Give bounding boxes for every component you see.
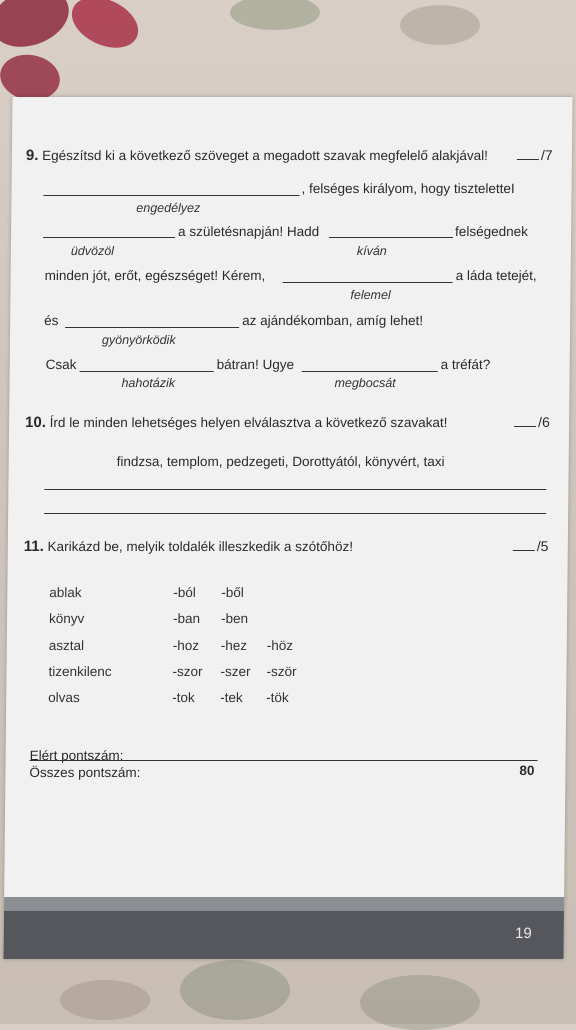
q9-hint-2a: üdvözöl xyxy=(70,244,115,258)
q11-word: tizenkilenc xyxy=(48,664,112,679)
q11-suffix[interactable]: -ben xyxy=(220,611,249,626)
q10-score xyxy=(514,414,550,430)
tablecloth-flower xyxy=(0,0,77,57)
q9-line2-end: felségednek xyxy=(455,224,528,239)
q9-hint-2b: kíván xyxy=(356,244,387,258)
q9-line2-mid: a születésnapján! Hadd xyxy=(178,224,320,239)
q9-hint-5b: megbocsát xyxy=(334,376,396,390)
tablecloth-flower xyxy=(64,0,146,58)
q9-hint-5a: hahotázik xyxy=(121,376,176,390)
earned-score-label: Elért pontszám: xyxy=(29,748,124,763)
earned-score-line[interactable] xyxy=(30,760,538,761)
q11-number: 11. xyxy=(23,538,44,555)
q9-blank-6[interactable] xyxy=(80,371,214,372)
q9-hint-1: engedélyez xyxy=(136,201,201,215)
q9-score xyxy=(517,147,553,163)
tablecloth-leaf xyxy=(60,980,150,1020)
tablecloth-leaf xyxy=(230,0,320,30)
q9-line5-mid: bátran! Ugye xyxy=(216,357,295,372)
q10-instruction: Írd le minden lehetséges helyen elválasztva a következő szavakat! xyxy=(49,415,448,430)
q11-suffix[interactable]: -ször xyxy=(266,664,297,679)
q11-suffix[interactable]: -ban xyxy=(172,611,201,626)
q11-word: ablak xyxy=(49,585,82,600)
q9-instruction: Egészítsd ki a következő szöveget a megadott szavak megfelelő alakjával! xyxy=(42,148,489,163)
q9-blank-2[interactable] xyxy=(43,237,175,238)
q9-line1-text: , felséges királyom, hogy tiszteletteI xyxy=(301,181,515,196)
q11-suffix[interactable]: -szer xyxy=(220,664,251,679)
q9-number: 9. xyxy=(25,147,39,164)
tablecloth-leaf xyxy=(400,5,480,45)
q11-suffix[interactable]: -ból xyxy=(173,585,196,600)
q10-number: 10. xyxy=(25,414,47,431)
q11-word: olvas xyxy=(48,690,80,705)
q9-line3-end: a láda tetejét, xyxy=(455,268,537,283)
q9-blank-7[interactable] xyxy=(302,371,438,372)
q10-heading xyxy=(25,414,448,431)
q11-word: asztal xyxy=(48,638,85,653)
q9-hint-3: felemel xyxy=(350,288,391,302)
total-score-label: Összes pontszám: xyxy=(29,765,141,780)
q11-suffix[interactable]: -tök xyxy=(266,690,289,705)
q11-suffix[interactable]: -hoz xyxy=(172,638,200,653)
q11-suffix[interactable]: -ből xyxy=(221,585,244,600)
tablecloth-leaf xyxy=(360,975,480,1030)
q11-word: könyv xyxy=(48,611,85,626)
q11-heading xyxy=(24,538,353,555)
q9-blank-3[interactable] xyxy=(329,237,453,238)
q9-blank-5[interactable] xyxy=(65,327,239,328)
q9-line5-start: Csak xyxy=(45,357,77,372)
footer-stripe xyxy=(4,897,564,911)
tablecloth-leaf xyxy=(180,960,290,1020)
q11-instruction: Karikázd be, melyik toldalék illeszkedik a szótőhöz! xyxy=(47,539,354,554)
q9-line5-end: a tréfát? xyxy=(440,357,491,372)
q11-suffix[interactable]: -tok xyxy=(172,690,195,705)
q10-score-value: /6 xyxy=(538,414,550,430)
q11-suffix[interactable]: -höz xyxy=(266,638,294,653)
q10-answer-line-1[interactable] xyxy=(44,489,546,490)
q9-line4-start: és xyxy=(44,313,59,328)
q10-words: findzsa, templom, pedzegeti, Dorottyától, könyvért, taxi xyxy=(116,454,445,469)
q10-answer-line-2[interactable] xyxy=(44,513,546,514)
q9-heading xyxy=(26,147,488,164)
q9-line4-end: az ajándékomban, amíg lehet! xyxy=(242,313,424,328)
q11-score-value: /5 xyxy=(536,538,549,554)
page-number: 19 xyxy=(514,925,532,942)
q11-score xyxy=(513,538,549,554)
workbook-page xyxy=(3,97,572,959)
q11-suffix[interactable]: -tek xyxy=(220,690,243,705)
q9-blank-1[interactable] xyxy=(43,195,299,196)
q9-hint-4: gyönyörködik xyxy=(101,333,176,347)
total-score-value: 80 xyxy=(519,763,535,778)
q11-suffix[interactable]: -szor xyxy=(172,664,203,679)
q9-blank-4[interactable] xyxy=(283,282,453,283)
q11-suffix[interactable]: -hez xyxy=(220,638,248,653)
footer-bar xyxy=(3,911,564,959)
q9-line3-start: minden jót, erőt, egészséget! Kérem, xyxy=(44,268,266,283)
q9-score-value: /7 xyxy=(540,147,553,163)
